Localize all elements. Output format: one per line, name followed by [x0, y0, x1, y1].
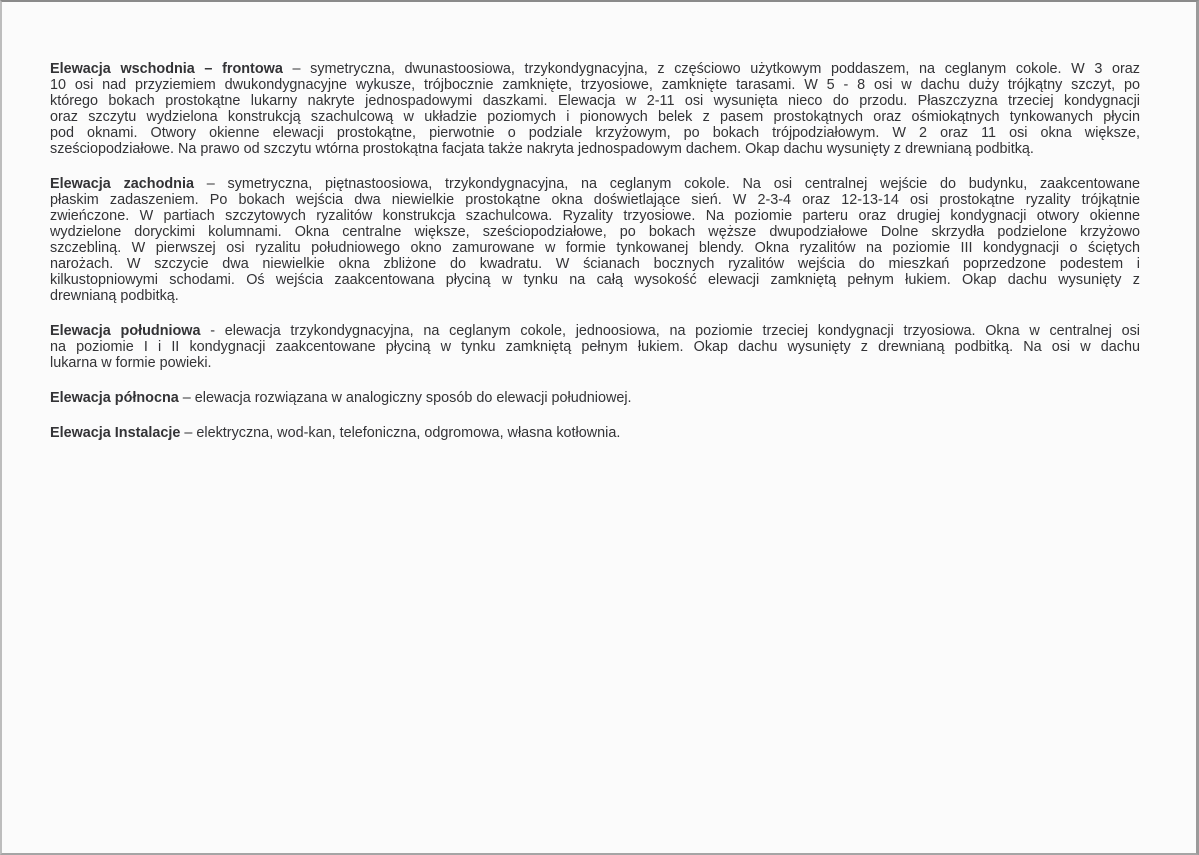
text-line — [50, 390, 1140, 406]
text-line: zwieńczone. W partiach szczytowych ryzalitów konstrukcja szachulcowa. Ryzality trzyosiowe. Na poziomie parteru oraz drugiej kondygnacji otwory okienne — [50, 208, 1140, 224]
text-line: wydzielone doryckimi kolumnami. Okna centralne większe, sześciopodziałowe, po bokach węższe dwupodziałowe Dolne skrzydła podzielone krzyżowo — [50, 224, 1140, 240]
section-heading: Elewacja Instalacje — [50, 425, 181, 441]
paragraph-east-elevation — [50, 61, 1140, 157]
text-line — [50, 323, 1140, 339]
text-run: – elewacja rozwiązana w analogiczny sposób do elewacji południowej. — [178, 390, 632, 406]
text-run: – symetryczna, dwunastoosiowa, trzykondygnacyjna, z częściowo użytkowym poddaszem, na ceglanym cokole. W 3 oraz — [282, 61, 1141, 77]
section-heading: Elewacja południowa — [50, 323, 201, 339]
text-line: na poziomie I i II kondygnacji zaakcentowane płyciną w tynku zamkniętą pełnym łukiem. Okap dachu wysunięty z drewnianą podbitką. Na osi w dachu — [50, 339, 1140, 355]
text-line: szczebliną. W pierwszej osi ryzalitu południowego okno zamurowane w formie tynkowanej blendy. Okna ryzalitów na poziomie III kondygnacji o ściętych — [50, 240, 1140, 256]
paragraph-west-elevation — [50, 176, 1140, 304]
text-line: płaskim zadaszeniem. Po bokach wejścia dwa niewielkie prostokątne okna doświetlające sień. W 2-3-4 oraz 12-13-14 osi prostokątne ryzality trójkątnie — [50, 192, 1140, 208]
text-line: kilkustopniowymi schodami. Oś wejścia zaakcentowana płyciną w tynku na całą wysokość elewacji zamkniętą pełnym łukiem. Okap dachu wysunięty z — [50, 272, 1140, 288]
text-line — [50, 61, 1140, 77]
text-line: narożach. W szczycie dwa niewielkie okna zbliżone do kwadratu. W ścianach bocznych ryzalitów wejścia do mieszkań poprzedzone podestem i — [50, 256, 1140, 272]
text-line: którego bokach prostokątne lukarny nakryte jednospadowymi daszkami. Elewacja w 2-11 osi wysunięta nieco do przodu. Płaszczyzna trzeciej kondygnacji — [50, 93, 1140, 109]
text-line: sześciopodziałowe. Na prawo od szczytu wtórna prostokątna facjata także nakryta jednospadowym dachem. Okap dachu wysunięty z drewnianą podbitką. — [50, 141, 1034, 157]
paragraph-north-elevation — [50, 390, 1140, 406]
text-run: - elewacja trzykondygnacyjna, na ceglanym cokole, jednoosiowa, na poziomie trzeciej kondygnacji trzyosiowa. Okna w centralnej osi — [200, 323, 1140, 339]
text-line — [50, 425, 1140, 441]
document-body — [50, 61, 1140, 460]
text-line: oraz szczytu wydzielona konstrukcją szachulcową w układzie poziomych i pionowych belek z pasem prostokątnych oraz ośmiokątnych tynkowanych płycin — [50, 109, 1140, 125]
section-heading: Elewacja wschodnia – frontowa — [50, 61, 283, 77]
paragraph-south-elevation — [50, 323, 1140, 371]
text-line: pod oknami. Otwory okienne elewacji prostokątne, pierwotnie o podziale krzyżowym, po bokach trójpodziałowym. W 2 oraz 11 osi okna większe, — [50, 125, 1140, 141]
section-heading: Elewacja zachodnia — [50, 176, 194, 192]
text-run: – symetryczna, piętnastoosiowa, trzykondygnacyjna, na ceglanym cokole. Na osi centralnej wejście do budynku, zaakcentowane — [193, 176, 1140, 192]
text-line: lukarna w formie powieki. — [50, 355, 212, 371]
section-heading: Elewacja północna — [50, 390, 179, 406]
paragraph-installations — [50, 425, 1140, 441]
text-line: 10 osi nad przyziemiem dwukondygnacyjne wykusze, trójbocznie zamknięte, trzyosiowe, zamknięte tarasami. W 5 - 8 osi w dachu duży trójkątny szczyt, po — [50, 77, 1140, 93]
text-run: – elektryczna, wod-kan, telefoniczna, odgromowa, własna kotłownia. — [180, 425, 621, 441]
text-line: drewnianą podbitką. — [50, 288, 179, 304]
text-line — [50, 176, 1140, 192]
